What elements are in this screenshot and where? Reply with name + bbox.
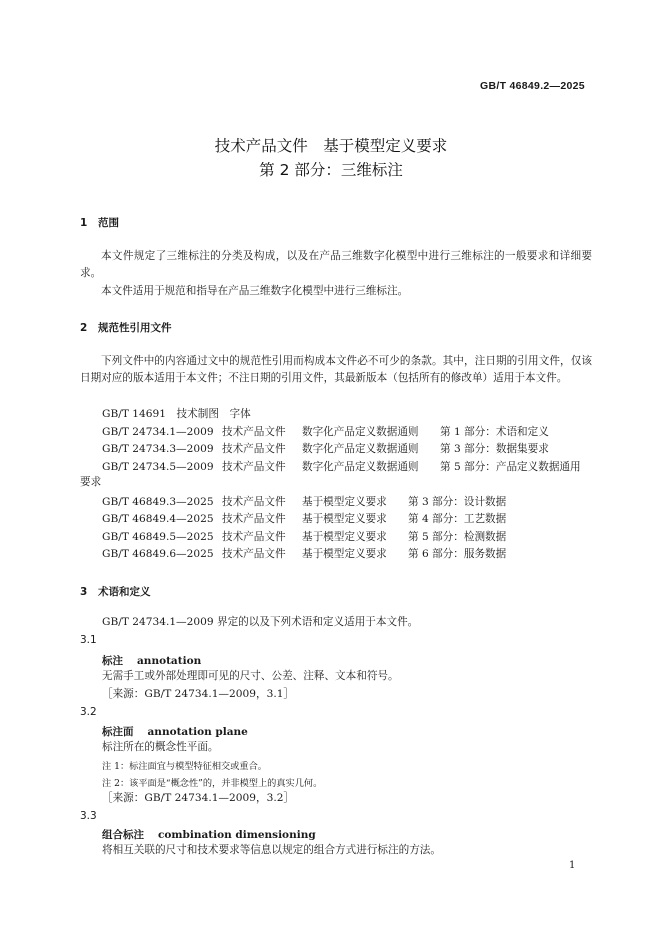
section-number: 1: [80, 217, 88, 229]
reference-code: GB/T 46849.5—2025: [102, 531, 214, 543]
paragraph: GB/T 24734.1—2009 界定的以及下列术语和定义适用于本文件。: [102, 616, 419, 628]
reference-subtitle: 数字化产品定义数据通则: [302, 461, 419, 473]
reference-subtitle: 基于模型定义要求: [302, 513, 387, 525]
reference-code: GB/T 46849.6—2025: [102, 548, 214, 560]
reference-item: [102, 511, 506, 526]
term-note: 注 2：该平面是“概念性”的，并非模型上的真实几何。: [102, 778, 323, 789]
term-zh: 标注: [102, 655, 123, 667]
term-heading: [102, 724, 248, 739]
section-2-heading: [80, 320, 172, 335]
section-number: 3: [80, 586, 88, 598]
reference-item: [102, 441, 549, 456]
term-definition: 将相互关联的尺寸和技术要求等信息以规定的组合方式进行标注的方法。: [102, 844, 441, 856]
document-title: 技术产品文件 基于模型定义要求: [214, 137, 448, 155]
reference-title: 技术产品文件: [222, 513, 286, 525]
reference-part: 第 1 部分：术语和定义: [440, 426, 549, 438]
term-en: combination dimensioning: [158, 829, 316, 841]
reference-part: 第 3 部分：数据集要求: [440, 443, 549, 455]
reference-item: [102, 459, 581, 474]
reference-title: 技术产品文件: [222, 548, 286, 560]
reference-title: 技术产品文件: [222, 426, 286, 438]
reference-part: 第 4 部分：工艺数据: [408, 513, 507, 525]
reference-part: 第 6 部分：服务数据: [408, 548, 507, 560]
reference-part: 第 3 部分：设计数据: [408, 496, 507, 508]
term-en: annotation: [137, 655, 202, 667]
reference-subtitle: 基于模型定义要求: [302, 496, 387, 508]
term-number: 3.1: [80, 634, 97, 646]
reference-code: GB/T 46849.3—2025: [102, 496, 214, 508]
paragraph: 本文件适用于规范和指导在产品三维数字化模型中进行三维标注。: [101, 285, 409, 297]
reference-item: [102, 546, 506, 561]
term-zh: 组合标注: [102, 829, 144, 841]
term-zh: 标注面: [102, 726, 134, 738]
reference-item: [102, 494, 506, 509]
document-number: GB/T 46849.2—2025: [480, 80, 585, 92]
section-3-heading: [80, 584, 151, 599]
term-heading: [102, 827, 316, 842]
section-1-heading: [80, 215, 119, 230]
reference-part: 第 5 部分：产品定义数据通用: [440, 461, 581, 473]
reference-title: 技术产品文件: [222, 461, 286, 473]
reference-code: GB/T 24734.5—2009: [102, 461, 214, 473]
reference-subtitle: 数字化产品定义数据通则: [302, 443, 419, 455]
reference-title: 技术产品文件: [222, 443, 286, 455]
reference-item: [102, 529, 506, 544]
section-title: 术语和定义: [98, 586, 151, 598]
term-definition: 无需手工或外部处理即可见的尺寸、公差、注释、文本和符号。: [102, 670, 399, 682]
term-note: 注 1：标注面宜与模型特征相交或重合。: [102, 761, 267, 772]
reference-code: GB/T 24734.1—2009: [102, 426, 214, 438]
term-definition: 标注所在的概念性平面。: [102, 741, 219, 753]
section-number: 2: [80, 322, 88, 334]
reference-code: GB/T 46849.4—2025: [102, 513, 214, 525]
reference-part: 第 5 部分：检测数据: [408, 531, 507, 543]
paragraph: 下列文件中的内容通过文中的规范性引用而构成本文件必不可少的条款。其中，注日期的引用文件，仅该日期对应的版本适用于本文件；不注日期的引用文件，其最新版本（包括所有的修改单）适用于本文件。: [80, 355, 592, 384]
term-number: 3.2: [80, 706, 97, 718]
paragraph: 本文件规定了三维标注的分类及构成，以及在产品三维数字化模型中进行三维标注的一般要求和详细要求。: [80, 250, 592, 279]
reference-item: GB/T 14691 技术制图 字体: [102, 408, 251, 420]
reference-subtitle: 基于模型定义要求: [302, 548, 387, 560]
document-subtitle: 第 2 部分：三维标注: [259, 161, 403, 179]
reference-item: [102, 424, 549, 439]
term-number: 3.3: [80, 810, 97, 822]
reference-title: 技术产品文件: [222, 496, 286, 508]
term-source: ［来源：GB/T 24734.1—2009，3.2］: [102, 792, 295, 804]
page-number: 1: [569, 860, 576, 871]
term-heading: [102, 653, 201, 668]
section-title: 范围: [98, 217, 119, 229]
reference-code: GB/T 24734.3—2009: [102, 443, 214, 455]
term-source: ［来源：GB/T 24734.1—2009，3.1］: [102, 688, 295, 700]
reference-continuation: 要求: [80, 476, 102, 488]
reference-subtitle: 数字化产品定义数据通则: [302, 426, 419, 438]
section-title: 规范性引用文件: [98, 322, 172, 334]
term-en: annotation plane: [147, 726, 248, 738]
reference-subtitle: 基于模型定义要求: [302, 531, 387, 543]
reference-title: 技术产品文件: [222, 531, 286, 543]
